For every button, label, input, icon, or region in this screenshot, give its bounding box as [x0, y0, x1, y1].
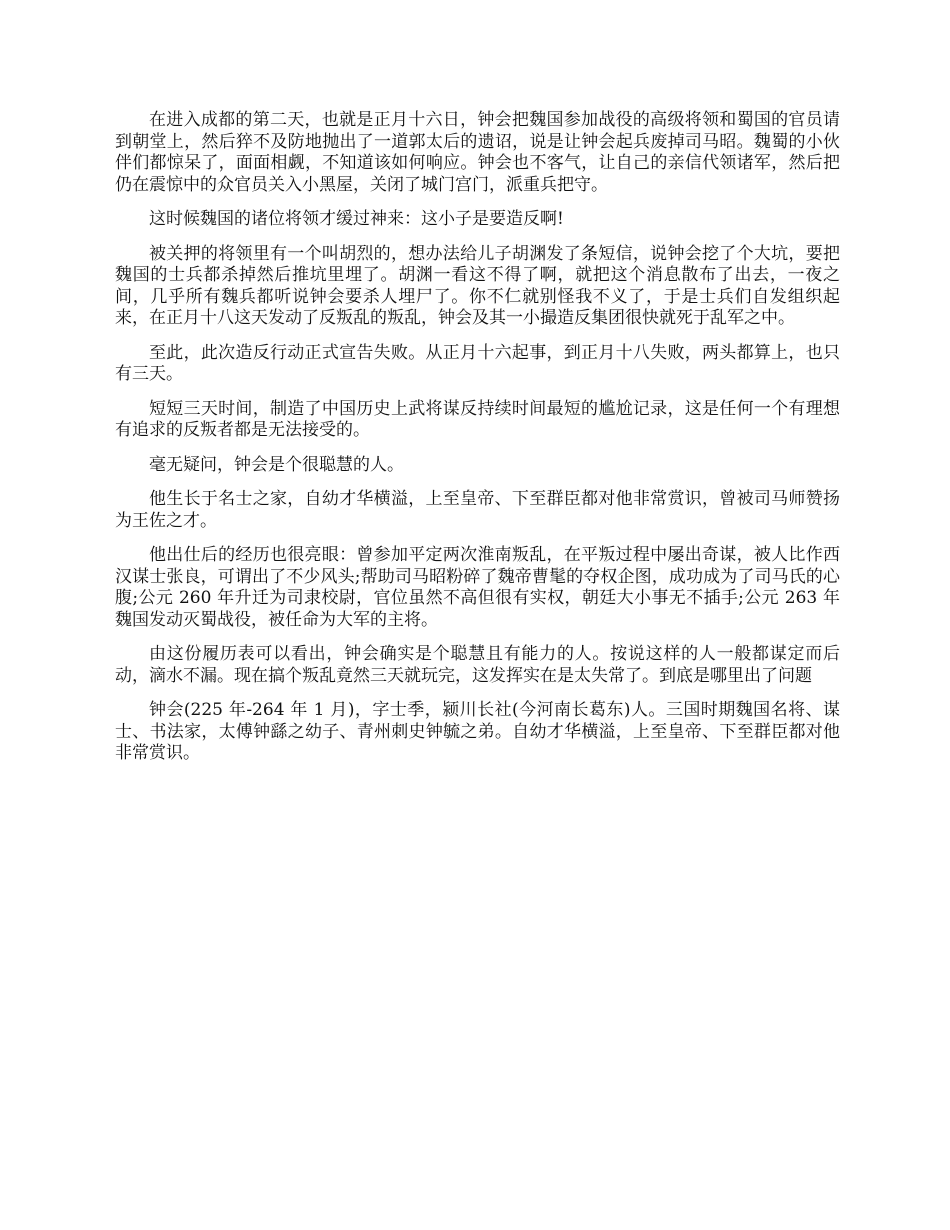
document-body — [115, 110, 840, 778]
paragraph-6: 毫无疑问，钟会是个很聪慧的人。 — [149, 454, 404, 475]
paragraph-2: 这时候魏国的诸位将领才缓过神来：这小子是要造反啊! — [149, 209, 564, 229]
paragraph-8: 他出仕后的经历也很亮眼：曾参加平定两次淮南叛乱，在平叛过程中屡出奇谋，被人比作西汉谋士张良，可谓出了不少风头;帮助司马昭粉碎了魏帝曹髦的夺权企图，成功成为了司马氏的心腹;公元 260 年升迁为司隶校尉，官位虽然不高但很有实权，朝廷大小事无不插手;公元 263 年魏国发动灭蜀战役，被任命为大军的主将。 — [115, 545, 840, 630]
paragraph-1: 在进入成都的第二天，也就是正月十六日，钟会把魏国参加战役的高级将领和蜀国的官员请到朝堂上，然后猝不及防地抛出了一道郭太后的遗诏，说是让钟会起兵废掉司马昭。魏蜀的小伙伴们都惊呆了，面面相觑，不知道该如何响应。钟会也不客气，让自己的亲信代领诸军，然后把仍在震惊中的众官员关入小黑屋，关闭了城门宫门，派重兵把守。 — [115, 110, 840, 195]
paragraph-9: 由这份履历表可以看出，钟会确实是个聪慧且有能力的人。按说这样的人一般都谋定而后动，滴水不漏。现在搞个叛乱竟然三天就玩完，这发挥实在是太失常了。到底是哪里出了问题 — [115, 644, 840, 686]
paragraph-7: 他生长于名士之家，自幼才华横溢，上至皇帝、下至群臣都对他非常赏识，曾被司马师赞扬为王佐之才。 — [115, 489, 840, 531]
paragraph-5: 短短三天时间，制造了中国历史上武将谋反持续时间最短的尴尬记录，这是任何一个有理想有追求的反叛者都是无法接受的。 — [115, 398, 840, 440]
paragraph-10: 钟会(225 年-264 年 1 月)，字士季，颍川长社(今河南长葛东)人。三国时期魏国名将、谋士、书法家，太傅钟繇之幼子、青州刺史钟毓之弟。自幼才华横溢，上至皇帝、下至群臣都对他非常赏识。 — [115, 700, 840, 763]
paragraph-3: 被关押的将领里有一个叫胡烈的，想办法给儿子胡渊发了条短信，说钟会挖了个大坑，要把魏国的士兵都杀掉然后推坑里埋了。胡渊一看这不得了啊，就把这个消息散布了出去，一夜之间，几乎所有魏兵都听说钟会要杀人埋尸了。你不仁就别怪我不义了，于是士兵们自发组织起来，在正月十八这天发动了反叛乱的叛乱，钟会及其一小撮造反集团很快就死于乱军之中。 — [115, 243, 840, 328]
paragraph-4: 至此，此次造反行动正式宣告失败。从正月十六起事，到正月十八失败，两头都算上，也只有三天。 — [115, 342, 840, 384]
